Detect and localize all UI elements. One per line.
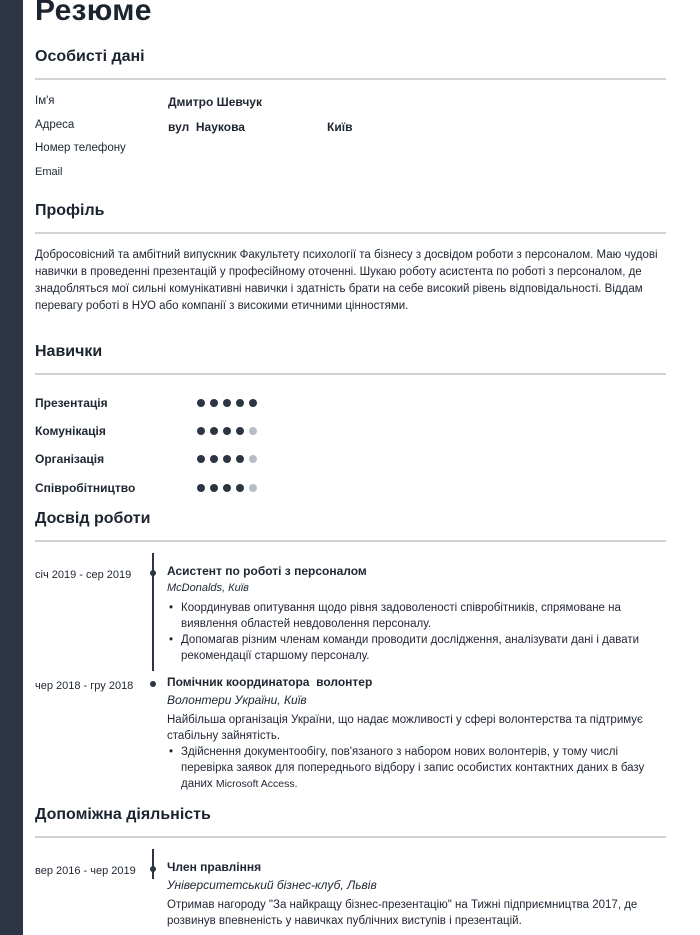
skill-name: Презентація — [35, 396, 108, 410]
skill-rating — [197, 399, 257, 407]
rating-dot-filled — [236, 427, 244, 435]
personal-heading: Особисті дані — [35, 48, 145, 65]
rating-dot-filled — [223, 399, 231, 407]
rating-dot-filled — [236, 484, 244, 492]
rating-dot-filled — [223, 427, 231, 435]
resume-page — [35, 0, 666, 935]
activity-description: Отримав нагороду "За найкращу бізнес-презентацію" на Тижні підприємництва 2017, де розвинув впевненість у навичках публічних виступів і презентацій. — [167, 899, 638, 927]
rating-dot-filled — [197, 484, 205, 492]
rating-dot-filled — [236, 455, 244, 463]
job-title: Асистент по роботі з персоналом — [167, 564, 367, 578]
rating-dot-filled — [210, 399, 218, 407]
job-description: Найбільша організація України, що надає можливості у сфері волонтерства та підтримує стабільну зайнятість. — [167, 714, 643, 742]
rating-dot-filled — [236, 399, 244, 407]
rating-dot-filled — [197, 427, 205, 435]
job-dates: чер 2018 - гру 2018 — [35, 680, 134, 692]
rating-dot-filled — [223, 484, 231, 492]
timeline-dot — [150, 570, 156, 576]
skill-name: Комунікація — [35, 424, 106, 438]
bullet-tail: Microsoft Access. — [215, 778, 298, 790]
divider — [35, 373, 666, 375]
rating-dot-filled — [210, 455, 218, 463]
job-dates: січ 2019 - сер 2019 — [35, 569, 132, 581]
activity-dates: вер 2016 - чер 2019 — [35, 865, 136, 877]
rating-dot-filled — [210, 427, 218, 435]
activity-org: Університетський бізнес-клуб, Львів — [167, 878, 377, 892]
skill-rating — [197, 427, 257, 435]
job-bullets — [167, 600, 662, 664]
name-label: Ім'я — [35, 95, 55, 107]
profile-heading: Профіль — [35, 202, 105, 219]
skill-name: Співробітництво — [35, 481, 136, 495]
bullet-text: Здійснення документообігу, пов'язаного з набором нових волонтерів, у тому числі перевірка заявок для попереднього відбору і запис особистих контактних даних в базу даних — [181, 746, 645, 790]
rating-dot-empty — [249, 484, 257, 492]
job-org: McDonalds, Київ — [167, 582, 249, 594]
experience-heading: Досвід роботи — [35, 510, 151, 527]
job-title: Помічник координатора волонтер — [167, 675, 373, 689]
rating-dot-empty — [249, 455, 257, 463]
rating-dot-filled — [197, 455, 205, 463]
divider — [35, 836, 666, 838]
extra-heading: Допоміжна діяльність — [35, 806, 211, 823]
profile-text: Добросовісний та амбітний випускник Факультету психології та бізнесу з досвідом роботи з персоналом. Маю чудові навички в проведенні презентацій у професійному оточенні. Шукаю роботу асистента по роботі з персоналом, де знадобляться мої сильні комунікативні навички і здатність брати на себе високий рівень відповідальності. Віддам перевагу роботі в НУО або компанії з високими етичними цінностями. — [35, 249, 658, 312]
skill-name: Організація — [35, 452, 105, 466]
divider — [35, 540, 666, 542]
email-label: Email — [35, 166, 63, 178]
rating-dot-filled — [210, 484, 218, 492]
timeline-line — [152, 849, 154, 879]
list-item — [167, 744, 662, 792]
job-bullets — [167, 744, 662, 792]
timeline-dot — [150, 866, 156, 872]
divider — [35, 78, 666, 80]
list-item: • Координував опитування щодо рівня задоволеності співробітників, спрямоване на виявлення областей невдоволення персоналу. — [167, 600, 662, 632]
street-value: вул Наукова — [168, 120, 245, 134]
activity-title: Член правління — [167, 860, 262, 874]
skills-heading: Навички — [35, 343, 103, 360]
divider — [35, 232, 666, 234]
list-item: • Допомагав різним членам команди проводити дослідження, аналізувати дані і давати рекомендації старшому персоналу. — [167, 632, 662, 664]
page-title: Резюме — [35, 0, 152, 27]
rating-dot-empty — [249, 427, 257, 435]
phone-label: Номер телефону — [35, 142, 126, 154]
timeline-dot — [150, 681, 156, 687]
rating-dot-filled — [223, 455, 231, 463]
rating-dot-filled — [197, 399, 205, 407]
city-value: Київ — [327, 120, 353, 134]
skill-rating — [197, 455, 257, 463]
name-value: Дмитро Шевчук — [168, 95, 262, 109]
skill-rating — [197, 484, 257, 492]
address-label: Адреса — [35, 119, 75, 131]
job-org: Волонтери України, Київ — [167, 693, 307, 707]
sidebar-accent-bar — [0, 0, 23, 935]
rating-dot-filled — [249, 399, 257, 407]
